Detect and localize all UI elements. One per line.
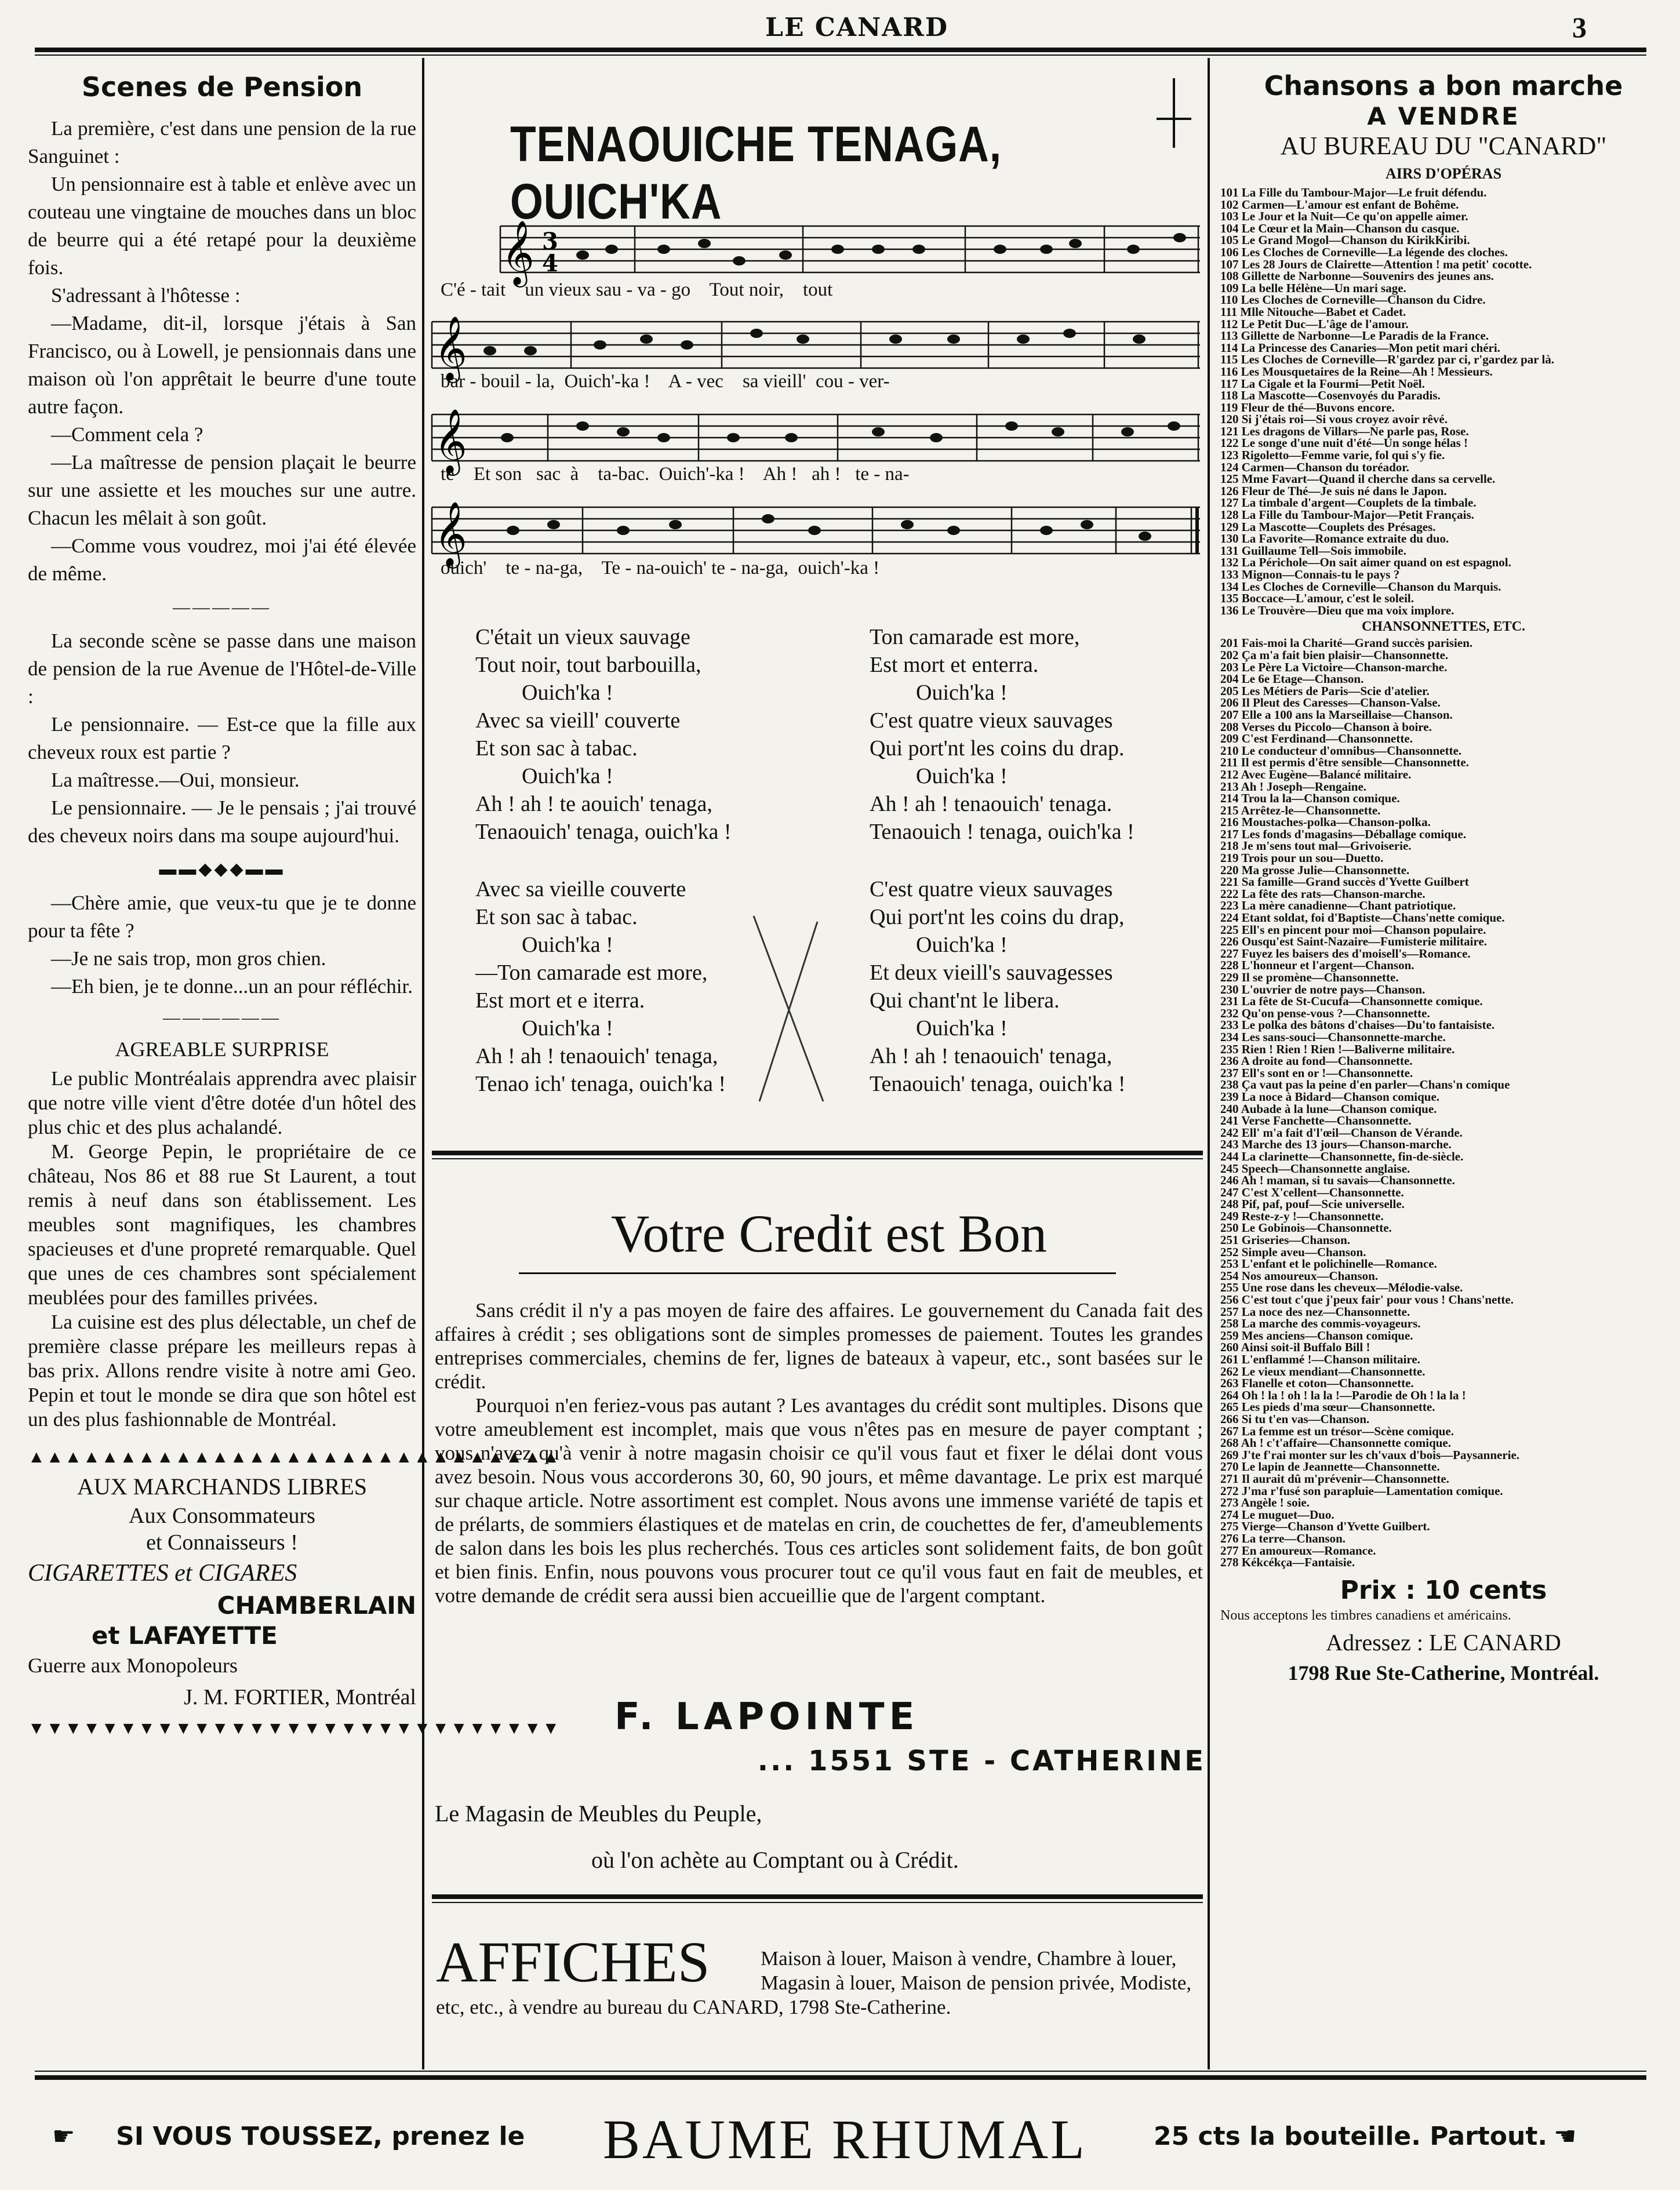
song-list-item: 276 La terre—Chanson.	[1220, 1531, 1346, 1545]
song-list-item: 274 Le muguet—Duo.	[1220, 1507, 1334, 1522]
song-list-item: 214 Trou la la—Chanson comique.	[1220, 791, 1400, 806]
song-list-item: 256 C'est tout c'que j'peux fair' pour vous ! Chans'nette.	[1220, 1293, 1514, 1307]
song-list-item: 113 Gillette de Narbonne—Le Paradis de la France.	[1220, 329, 1489, 343]
chansonnettes-list	[1220, 637, 1667, 1568]
song-list-item: 251 Griseries—Chanson.	[1220, 1233, 1351, 1247]
song-list-item: 264 Oh ! la ! oh ! la la !—Parodie de Oh ! la la !	[1220, 1388, 1466, 1402]
affiches-float-spacer	[436, 1947, 761, 1995]
verse-line: C'est quatre vieux sauvages	[870, 877, 1113, 901]
song-list-item: 134 Les Cloches de Corneville—Chanson du Marquis.	[1220, 579, 1501, 594]
verse-line: Ah ! ah ! tenaouich' tenaga.	[870, 792, 1112, 816]
song-list-item: 263 Flanelle et coton—Chansonnette.	[1220, 1376, 1414, 1391]
section-rule	[432, 1894, 1203, 1899]
song-list-item: 212 Avec Eugène—Balancé militaire.	[1220, 767, 1412, 781]
song-list-item: 121 Les dragons de Villars—Ne parle pas, Rose.	[1220, 424, 1469, 438]
song-list-item: 206 Il Pleut des Caresses—Chanson-Valse.	[1220, 696, 1441, 710]
verse-line: C'est quatre vieux sauvages	[870, 708, 1113, 733]
ad-line: et Connaisseurs !	[146, 1530, 298, 1555]
verse-line: Et deux vieill's sauvagesses	[870, 961, 1113, 985]
song-list-item: 219 Trois pour un sou—Duetto.	[1220, 851, 1384, 865]
song-list-item: 224 Etant soldat, foi d'Baptiste—Chans'nette comique.	[1220, 911, 1505, 925]
ad-line: CIGARETTES et CIGARES	[28, 1560, 297, 1587]
song-list-item: 101 La Fille du Tambour-Major—Le fruit défendu.	[1220, 185, 1487, 199]
verse-line: Qui chant'nt le libera.	[870, 988, 1060, 1013]
surprise-title: AGREABLE SURPRISE	[115, 1038, 329, 1061]
song-lyric-line: C'é - tait un vieux sau - va - go Tout noir, tout	[441, 279, 833, 300]
verse-line: Qui port'nt les coins du drap.	[870, 736, 1125, 761]
song-list-item: 132 La Périchole—On sait aimer quand on est espagnol.	[1220, 555, 1511, 570]
song-list-item: 252 Simple aveu—Chanson.	[1220, 1245, 1366, 1259]
verse-line: Ouich'ka !	[916, 1016, 1008, 1041]
footer-product: BAUME RHUMAL	[603, 2108, 1087, 2170]
song-list-item: 248 Pif, paf, pouf—Scie universelle.	[1220, 1197, 1405, 1212]
song-list-item: 242 Ell' m'a fait d'l'œil—Chanson de Vérande.	[1220, 1125, 1463, 1140]
verse-line: Ouich'ka !	[916, 764, 1008, 788]
song-list-item: 133 Mignon—Connais-tu le pays ?	[1220, 567, 1400, 581]
scenes-paragraph: La maîtresse.—Oui, monsieur.	[51, 769, 300, 791]
credit-body	[435, 1298, 1203, 1607]
verse-line: Ouich'ka !	[916, 681, 1008, 705]
order-address-1: Adressez : LE CANARD	[1326, 1629, 1561, 1656]
song-list-item: 260 Ainsi soit-il Buffalo Bill !	[1220, 1340, 1370, 1355]
song-list-item: 247 C'est X'cellent—Chansonnette.	[1220, 1185, 1404, 1199]
verse-line: Ouich'ka !	[522, 1016, 613, 1041]
verse-line: Et son sac à tabac.	[475, 905, 638, 929]
song-list-item: 270 Le lapin de Jeannette—Chansonnette.	[1220, 1460, 1440, 1474]
song-list-item: 215 Arrêtez-le—Chansonnette.	[1220, 803, 1381, 817]
newspaper-title: LE CANARD	[765, 13, 949, 42]
svg-text:𝄞: 𝄞	[434, 501, 467, 566]
song-list-item: 272 J'ma r'fusé son parapluie—Lamentation comique.	[1220, 1483, 1503, 1498]
column-divider-right	[1208, 58, 1210, 2069]
verse-line: Ouich'ka !	[522, 764, 613, 788]
order-address-2: 1798 Rue Ste-Catherine, Montréal.	[1288, 1661, 1599, 1685]
song-list-item: 115 Les Cloches de Corneville—R'gardez par ci, r'gardez par là.	[1220, 352, 1555, 367]
pointing-hand-icon: ☛	[52, 2122, 75, 2151]
ad-border-top: ▲▲▲▲▲▲▲▲▲▲▲▲▲▲▲▲▲▲▲▲▲▲▲▲▲▲▲▲▲	[28, 1447, 561, 1467]
song-list-item: 241 Verse Fanchette—Chansonnette.	[1220, 1114, 1412, 1128]
song-list-item: 228 L'honneur et l'argent—Chanson.	[1220, 958, 1414, 973]
song-list-item: 253 L'enfant et le polichinelle—Romance.	[1220, 1257, 1437, 1271]
ad-line: et LAFAYETTE	[92, 1621, 278, 1650]
song-list-item: 127 La timbale d'argent—Couplets de la timbale.	[1220, 496, 1477, 510]
dialogue-line: —Eh bien, je te donne...un an pour réfléchir.	[51, 975, 413, 998]
song-list-item: 236 A droite au fond—Chansonnette.	[1220, 1054, 1413, 1068]
song-list-item: 110 Les Cloches de Corneville—Chanson du Cidre.	[1220, 293, 1486, 307]
affiches-text: Maison à louer, Maison à vendre, Chambre à louer, Magasin à louer, Maison de pension privée, Modiste, etc, etc., à vendre au bureau du CANARD, 1798 Ste-Catherine.	[436, 1947, 1192, 2018]
ad-line: Aux Consommateurs	[129, 1504, 315, 1528]
song-list-item: 277 En amoureux—Romance.	[1220, 1543, 1376, 1558]
section-rule	[432, 1151, 1203, 1155]
footer-rule-thin	[35, 2071, 1646, 2072]
song-list-item: 122 Le songe d'une nuit d'été—Un songe hélas !	[1220, 436, 1468, 450]
scenes-paragraph: Le pensionnaire. — Je le pensais ; j'ai trouvé des cheveux noirs dans ma soupe aujourd'hui.	[28, 796, 416, 847]
scenes-paragraph: —Madame, dit-il, lorsque j'étais à San Francisco, ou à Lowell, je pensionnais dans une maison où l'on apprêtait le beurre d'une toute autre façon.	[28, 312, 416, 418]
credit-title-underline	[519, 1272, 1116, 1274]
song-list-item: 135 Boccace—L'amour, c'est le soleil.	[1220, 591, 1414, 606]
song-list-item: 257 La noce des nez—Chansonnette.	[1220, 1304, 1410, 1319]
song-lyric-line: bar - bouil - la, Ouich'-ka ! A - vec sa vieill' cou - ver-	[441, 371, 890, 392]
song-list-item: 221 Sa famille—Grand succès d'Yvette Guilbert	[1220, 875, 1469, 889]
song-list-item: 269 J'te f'rai monter sur les ch'vaux d'bois—Paysannerie.	[1220, 1447, 1520, 1462]
surprise-paragraph: Le public Montréalais apprendra avec plaisir que notre ville vient d'être dotée d'un hôtel des plus chic et des plus achalandé.	[28, 1067, 416, 1138]
stamps-note: Nous acceptons les timbres canadiens et américains.	[1220, 1607, 1511, 1623]
dialogue-line: —Je ne sais trop, mon gros chien.	[51, 947, 326, 970]
section-rule-thin	[432, 1902, 1203, 1903]
svg-text:4: 4	[542, 250, 558, 277]
ad-line: Guerre aux Monopoleurs	[28, 1654, 238, 1677]
song-list-item: 278 Kékcékça—Fantaisie.	[1220, 1555, 1355, 1570]
right-column	[1220, 70, 1667, 1687]
song-list-item: 271 Il aurait dû m'prévenir—Chansonnette.	[1220, 1471, 1449, 1486]
svg-text:𝄞: 𝄞	[501, 220, 534, 285]
song-list-item: 105 Le Grand Mogol—Chanson du KirikKiribi.	[1220, 233, 1470, 248]
song-list-item: 246 Ah ! maman, si tu savais—Chansonnette.	[1220, 1173, 1455, 1188]
song-list-item: 259 Mes anciens—Chanson comique.	[1220, 1328, 1413, 1343]
song-list-item: 210 Le conducteur d'omnibus—Chansonnette.	[1220, 743, 1462, 758]
song-list-item: 238 Ça vaut pas la peine d'en parler—Chans'n comique	[1220, 1078, 1510, 1092]
song-list-item: 103 Le Jour et la Nuit—Ce qu'on appelle aimer.	[1220, 209, 1468, 224]
song-list-item: 201 Fais-moi la Charité—Grand succès parisien.	[1220, 636, 1473, 650]
song-list-item: 205 Les Métiers de Paris—Scie d'atelier.	[1220, 683, 1430, 698]
song-list-item: 234 Les sans-souci—Chansonnette-marche.	[1220, 1029, 1446, 1044]
verse-left-1	[475, 623, 812, 846]
footer-ad	[46, 2098, 1635, 2170]
chansons-title: Chansons a bon marche	[1264, 70, 1623, 101]
song-list-item: 265 Les pieds d'ma sœur—Chansonnette.	[1220, 1400, 1435, 1414]
verse-line: Tenaouich' tenaga, ouich'ka !	[870, 1072, 1126, 1096]
verse-line: Ouich'ka !	[522, 933, 613, 957]
song-list-item: 112 Le Petit Duc—L'âge de l'amour.	[1220, 317, 1409, 331]
credit-title: Votre Credit est Bon	[610, 1204, 1048, 1263]
dialogue-line: —Chère amie, que veux-tu que je te donne pour ta fête ?	[28, 892, 416, 942]
scenes-paragraph: Le pensionnaire. — Est-ce que la fille aux cheveux roux est partie ?	[28, 713, 416, 763]
verse-right-2	[870, 875, 1206, 1098]
song-list-item: 273 Angèle ! soie.	[1220, 1496, 1310, 1510]
song-list-item: 237 Ell's sont en or !—Chansonnette.	[1220, 1065, 1413, 1080]
song-list-item: 130 La Favorite—Romance extraite du duo.	[1220, 532, 1449, 546]
ad-line: AUX MARCHANDS LIBRES	[77, 1474, 368, 1500]
surprise-paragraph: La cuisine est des plus délectable, un chef de première classe prépare les meilleurs repas à bas prix. Allons rendre visite à notre ami Geo. Pepin et tout le monde se dira que son hôtel est un des plus fashionnable de Montréal.	[28, 1311, 416, 1431]
song-list-item: 104 Le Cœur et la Main—Chanson du casque.	[1220, 221, 1460, 235]
song-list-item: 249 Reste-z-y !—Chansonnette.	[1220, 1209, 1384, 1223]
song-list-item: 229 Il se promène—Chansonnette.	[1220, 970, 1399, 984]
song-list-item: 267 La femme est un trésor—Scène comique.	[1220, 1424, 1454, 1438]
airs-list	[1220, 187, 1667, 616]
song-list-item: 114 La Princesse des Canaries—Mon petit mari chéri.	[1220, 340, 1500, 355]
store-tagline-1: Le Magasin de Meubles du Peuple,	[435, 1800, 762, 1827]
scenes-paragraph: —La maîtresse de pension plaçait le beurre sur une assiette et les mouches sur une autre. Chacun les mêlait à son goût.	[28, 451, 416, 529]
affiches-text-box	[436, 1947, 1201, 2062]
section-rule-thin	[432, 1158, 1203, 1159]
song-list-item: 128 La Fille du Tambour-Major—Petit Français.	[1220, 508, 1474, 522]
song-list-item: 129 La Mascotte—Couplets des Présages.	[1220, 519, 1436, 534]
song-list-item: 261 L'enflammé !—Chanson militaire.	[1220, 1352, 1420, 1366]
masthead-rule	[35, 48, 1646, 52]
song-list-item: 220 Ma grosse Julie—Chansonnette.	[1220, 863, 1410, 877]
song-list-item: 225 Ell's en pincent pour moi—Chanson populaire.	[1220, 922, 1486, 937]
scenes-paragraph: S'adressant à l'hôtesse :	[51, 284, 241, 307]
svg-text:3: 3	[542, 228, 558, 255]
tobacco-ad	[28, 1471, 416, 1715]
song-list-item: 243 Marche des 13 jours—Chanson-marche.	[1220, 1137, 1452, 1152]
column-divider-left	[422, 58, 424, 2069]
song-list-item: 268 Ah ! c't'affaire—Chansonnette comique.	[1220, 1436, 1452, 1450]
song-list-item: 209 C'est Ferdinand—Chansonnette.	[1220, 732, 1413, 746]
song-list-item: 233 Le polka des bâtons d'chaises—Du'to fantaisiste.	[1220, 1018, 1495, 1032]
song-list-item: 245 Speech—Chansonnette anglaise.	[1220, 1161, 1410, 1176]
song-list-item: 231 La fête de St-Cucufa—Chansonnette comique.	[1220, 994, 1483, 1009]
song-list-item: 262 Le vieux mendiant—Chansonnette.	[1220, 1364, 1426, 1378]
song-list-item: 250 Le Gobinois—Chansonnette.	[1220, 1221, 1392, 1235]
song-list-item: 202 Ça m'a fait bien plaisir—Chansonnette.	[1220, 647, 1449, 662]
scenes-title: Scenes de Pension	[81, 71, 363, 103]
song-list-item: 235 Rien ! Rien ! Rien !—Baliverne militaire.	[1220, 1042, 1455, 1056]
section-heading-airs: AIRS D'OPÉRAS	[1385, 165, 1502, 182]
chansons-where: AU BUREAU DU "CANARD"	[1280, 132, 1607, 160]
verse-line: —Ton camarade est more,	[475, 961, 708, 985]
scenes-paragraph: —Comme vous voudrez, moi j'ai été élevée de même.	[28, 534, 416, 585]
verse-line: Ouich'ka !	[522, 681, 613, 705]
verse-line: Ah ! ah ! te aouich' tenaga,	[475, 792, 712, 816]
footer-right-text: 25 cts la bouteille. Partout.	[1154, 2122, 1548, 2151]
song-list-item: 266 Si tu t'en vas—Chanson.	[1220, 1412, 1370, 1426]
song-list-item: 222 La fête des rats—Chanson-marche.	[1220, 886, 1426, 901]
song-list-item: 204 Le 6e Etage—Chanson.	[1220, 672, 1364, 686]
verse-line: Tenao ich' tenaga, ouich'ka !	[475, 1072, 726, 1096]
pencil-mark	[1157, 75, 1191, 151]
song-list-item: 107 Les 28 Jours de Clairette—Attention ! ma petit' cocotte.	[1220, 257, 1532, 271]
pointing-hand-icon: ☚	[1554, 2122, 1577, 2151]
song-title: TENAOUICHE TENAGA, OUICH'KA	[510, 117, 1002, 230]
page-number: 3	[1572, 11, 1587, 43]
svg-text:𝄞: 𝄞	[434, 315, 467, 380]
song-list-item: 208 Verses du Piccolo—Chanson à boire.	[1220, 719, 1432, 734]
store-name: F. LAPOINTE	[614, 1696, 919, 1738]
song-list-item: 240 Aubade à la lune—Chanson comique.	[1220, 1101, 1437, 1116]
song-lyric-line: te Et son sac à ta-bac. Ouich'-ka ! Ah ! ah ! te - na-	[441, 464, 910, 485]
song-list-item: 123 Rigoletto—Femme varie, fol qui s'y fie.	[1220, 448, 1445, 463]
pencil-cross-mark	[748, 910, 829, 1107]
verse-right-1	[870, 623, 1206, 846]
song-list-item: 109 La belle Hélène—Un mari sage.	[1220, 281, 1406, 295]
song-list-item: 230 L'ouvrier de notre pays—Chanson.	[1220, 982, 1426, 996]
song-list-item: 120 Si j'étais roi—Si vous croyez avoir rêvé.	[1220, 412, 1448, 427]
song-list-item: 239 La noce à Bidard—Chanson comique.	[1220, 1089, 1440, 1104]
scenes-paragraph: La première, c'est dans une pension de la rue Sanguinet :	[28, 117, 416, 168]
song-list-item: 226 Ousqu'est Saint-Nazaire—Fumisterie militaire.	[1220, 934, 1488, 949]
song-list-item: 218 Je m'sens tout mal—Grivoiserie.	[1220, 839, 1412, 853]
song-list-item: 116 Les Mousquetaires de la Reine—Ah ! Messieurs.	[1220, 364, 1493, 379]
song-list-item: 216 Moustaches-polka—Chanson-polka.	[1220, 815, 1431, 830]
credit-paragraph: Sans crédit il n'y a pas moyen de faire des affaires. Le gouvernement du Canada fait des affaires à crédit ; ses obligations sont de simples promesses de paiement. Toutes les grandes entreprises commerciales, chemins de fer, lignes de bateaux à vapeur, etc., sont basées sur le crédit.	[435, 1299, 1203, 1393]
surprise-paragraph: M. George Pepin, le propriétaire de ce château, Nos 86 et 88 rue St Laurent, a tout remis à neuf dans son établissement. Les meubles sont magnifiques, les chambres spacieuses et d'une propreté remarquable. Quel que unes de ces chambres sont spécialement meublées pour des familles privées.	[28, 1140, 416, 1309]
verse-line: Ah ! ah ! tenaouich' tenaga,	[870, 1044, 1112, 1068]
separator-rule: ——————	[163, 1008, 281, 1027]
ad-line: J. M. FORTIER, Montréal	[184, 1685, 416, 1709]
song-list-item: 217 Les fonds d'magasins—Déballage comique.	[1220, 827, 1467, 841]
song-list-item: 124 Carmen—Chanson du toréador.	[1220, 460, 1409, 474]
verse-line: Tout noir, tout barbouilla,	[475, 653, 701, 677]
song-list-item: 207 Elle a 100 ans la Marseillaise—Chanson.	[1220, 707, 1453, 722]
verse-line: Tenaouich ! tenaga, ouich'ka !	[870, 820, 1134, 844]
song-list-item: 227 Fuyez les baisers des d'moisell's—Romance.	[1220, 946, 1471, 961]
verse-line: Avec sa vieill' couverte	[475, 708, 681, 733]
chansons-subtitle: A VENDRE	[1367, 102, 1520, 130]
song-lyric-line: ouich' te - na-ga, Te - na-ouich' te - na-ga, ouich'-ka !	[441, 558, 880, 579]
song-list-item: 126 Fleur de Thé—Je suis né dans le Japon.	[1220, 483, 1447, 498]
song-list-item: 275 Vierge—Chanson d'Yvette Guilbert.	[1220, 1519, 1430, 1534]
svg-text:𝄞: 𝄞	[434, 408, 467, 473]
masthead-rule-thin	[35, 54, 1646, 56]
song-list-item: 258 La marche des commis-voyageurs.	[1220, 1316, 1421, 1331]
verse-line: Ton camarade est more,	[870, 625, 1080, 649]
verse-line: Est mort et e iterra.	[475, 988, 645, 1013]
scenes-paragraph: La seconde scène se passe dans une maison de pension de la rue Avenue de l'Hôtel-de-Ville :	[28, 630, 416, 708]
affiches-title: AFFICHES	[436, 1930, 710, 1994]
footer-left-text: SI VOUS TOUSSEZ, prenez le	[116, 2122, 525, 2151]
verse-line: Et son sac à tabac.	[475, 736, 638, 761]
masthead	[0, 0, 1680, 55]
song-list-item: 232 Qu'on pense-vous ?—Chansonnette.	[1220, 1006, 1430, 1020]
song-list-item: 136 Le Trouvère—Dieu que ma voix implore.	[1220, 603, 1454, 617]
verse-line: Ah ! ah ! tenaouich' tenaga,	[475, 1044, 718, 1068]
price: Prix : 10 cents	[1340, 1575, 1547, 1605]
verse-line: Avec sa vieille couverte	[475, 877, 686, 901]
song-list-item: 213 Ah ! Joseph—Rengaine.	[1220, 779, 1367, 794]
song-list-item: 125 Mme Favart—Quand il cherche dans sa cervelle.	[1220, 472, 1496, 486]
separator-ornament: ▬▬◆◆◆▬▬	[159, 860, 285, 879]
store-address: ... 1551 STE - CATHERINE	[757, 1745, 1206, 1777]
song-list-item: 223 La mère canadienne—Chant patriotique.	[1220, 898, 1456, 913]
scenes-paragraph: —Comment cela ?	[51, 423, 203, 446]
verse-line: Ouich'ka !	[916, 933, 1008, 957]
verse-line: C'était un vieux sauvage	[475, 625, 690, 649]
verse-line: Qui port'nt les coins du drap,	[870, 905, 1125, 929]
song-list-item: 119 Fleur de thé—Buvons encore.	[1220, 400, 1395, 414]
scenes-paragraph: Un pensionnaire est à table et enlève avec un couteau une vingtaine de mouches dans un bloc de beurre qui a été retapé pour la deuxième fois.	[28, 173, 416, 279]
song-list-item: 108 Gillette de Narbonne—Souvenirs des jeunes ans.	[1220, 269, 1494, 283]
section-heading-chansonnettes: CHANSONNETTES, ETC.	[1361, 619, 1526, 635]
ad-border-bottom: ▼▼▼▼▼▼▼▼▼▼▼▼▼▼▼▼▼▼▼▼▼▼▼▼▼▼▼▼▼	[28, 1719, 561, 1738]
verse-line: Est mort et enterra.	[870, 653, 1039, 677]
song-list-item: 254 Nos amoureux—Chanson.	[1220, 1268, 1379, 1283]
song-list-item: 255 Une rose dans les cheveux—Mélodie-valse.	[1220, 1280, 1463, 1295]
song-list-item: 111 Mlle Nitouche—Babet et Cadet.	[1220, 304, 1406, 319]
verse-line: Tenaouich' tenaga, ouich'ka !	[475, 820, 732, 844]
footer-rule	[35, 2075, 1646, 2080]
song-list-item: 211 Il est permis d'être sensible—Chansonnette.	[1220, 755, 1469, 770]
song-list-item: 131 Guillaume Tell—Sois immobile.	[1220, 543, 1406, 558]
credit-paragraph: Pourquoi n'en feriez-vous pas autant ? Les avantages du crédit sont multiples. Disons que votre ameublement est incomplet, mais que vous n'êtes pas en mesure de payer comptant ; vous n'avez qu'à venir à notre magasin choisir ce qu'il vous faut et fixer le délai dont vous avez besoin. Nous vous accorderons 30, 60, 90 jours, et même davantage. Le prix est marqué sur chaque article. Notre assortiment est complet. Nous avons une immense variété de tapis et de prélarts, de sommiers élastiques et de matelas en crin, de couchettes de fer, d'ameublements de salon dans les bois les plus recherchés. Tous ces articles sont solidement faits, de bon goût et bien finis. Enfin, nous pouvons vous procurer tout ce qu'il vous faut en fait de meubles, et votre demande de crédit sera aussi bien accueillie que de l'argent comptant.	[435, 1394, 1203, 1607]
song-list-item: 117 La Cigale et la Fourmi—Petit Noël.	[1220, 376, 1425, 391]
separator-rule: —————	[173, 598, 271, 617]
song-list-item: 106 Les Cloches de Corneville—La légende des cloches.	[1220, 245, 1508, 259]
ad-line: CHAMBERLAIN	[217, 1591, 416, 1620]
song-list-item: 118 La Mascotte—Cosenvoyés du Paradis.	[1220, 388, 1441, 403]
store-tagline-2: où l'on achète au Comptant ou à Crédit.	[591, 1847, 959, 1873]
song-list-item: 102 Carmen—L'amour est enfant de Bohême.	[1220, 197, 1459, 212]
song-list-item: 203 Le Père La Victoire—Chanson-marche.	[1220, 660, 1448, 674]
song-list-item: 244 La clarinette—Chansonnette, fin-de-siècle.	[1220, 1149, 1464, 1163]
